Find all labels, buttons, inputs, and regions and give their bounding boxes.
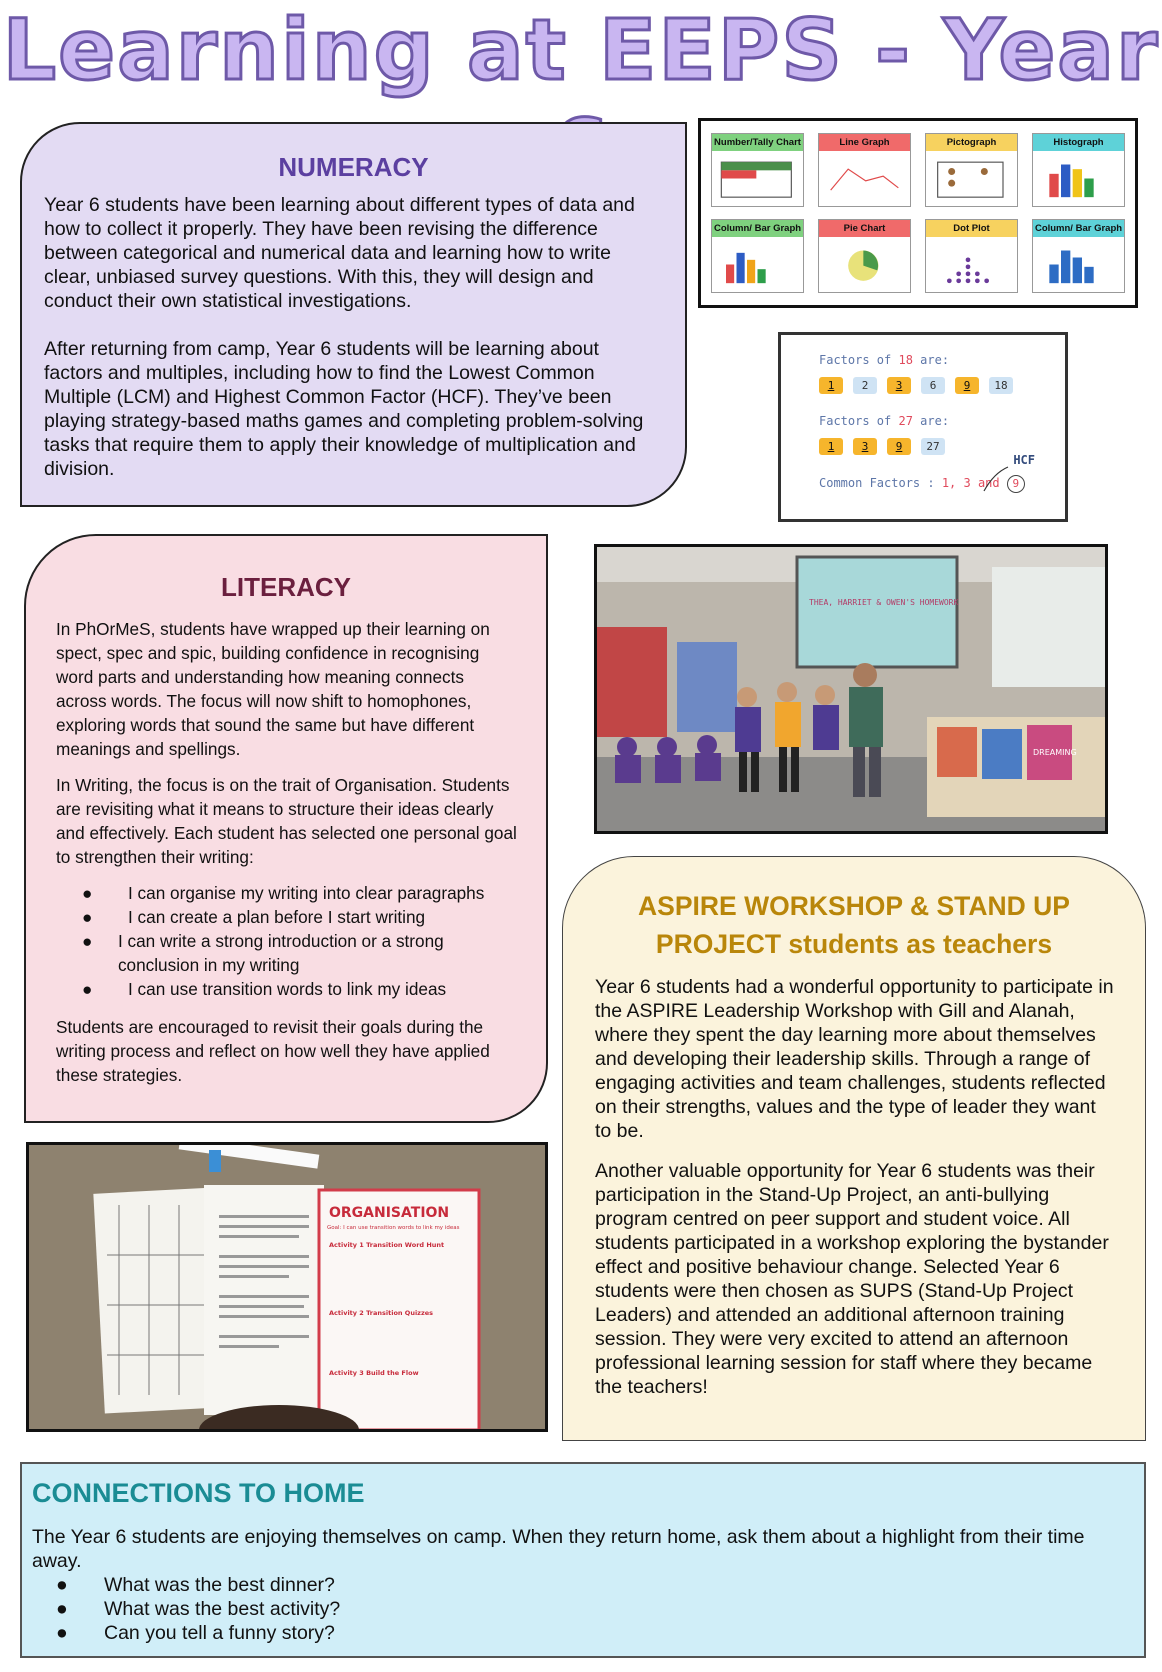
factor-chip: 1 — [819, 377, 843, 394]
svg-text:Activity 2 Transition Quizzes: Activity 2 Transition Quizzes — [329, 1309, 434, 1317]
writing-goals-list — [56, 881, 518, 1001]
factors-27-row — [819, 438, 1027, 455]
svg-text:Activity 3 Build the Flow: Activity 3 Build the Flow — [329, 1369, 419, 1377]
numeracy-heading: NUMERACY — [278, 152, 429, 182]
aspire-body — [563, 975, 1145, 1399]
factor-chip: 1 — [819, 438, 843, 455]
data-type-thumbnail — [819, 151, 910, 206]
aspire-heading: ASPIRE WORKSHOP & STAND UP PROJECT students as teachers — [638, 891, 1070, 959]
data-type-card — [711, 133, 804, 207]
factors-18-row — [819, 377, 1027, 394]
bullet-icon: ● — [56, 1598, 68, 1620]
factors-27-label: Factors of 27 are: — [819, 414, 950, 428]
bullet-icon: ● — [82, 979, 93, 999]
factor-chip: 18 — [989, 377, 1013, 394]
connections-section — [20, 1462, 1146, 1658]
bullet-icon: ● — [56, 1574, 68, 1596]
numeracy-body — [22, 193, 685, 481]
literacy-paragraph-1: In PhOrMeS, students have wrapped up their learning on spect, spec and spic, building confidence in recognising word parts and understanding how meaning connects across words. The focus will now shift to homophones, exploring words that sound the same but have different meanings and spellings. — [56, 619, 490, 759]
bullet-icon: ● — [82, 883, 93, 903]
data-type-thumbnail — [712, 151, 803, 206]
common-factors: Common Factors : 1, 3 and 9 — [819, 475, 1027, 493]
factor-chip: 6 — [921, 377, 945, 394]
list-item: ● What was the best dinner? — [32, 1573, 1126, 1597]
svg-text:ORGANISATION: ORGANISATION — [329, 1205, 450, 1221]
hcf-label: HCF — [1013, 453, 1035, 467]
list-item: ● I can write a strong introduction or a strong conclusion in my writing — [56, 929, 518, 977]
literacy-heading: LITERACY — [221, 572, 351, 602]
factor-chip: 3 — [853, 438, 877, 455]
data-type-thumbnail — [926, 151, 1017, 206]
list-item: ● What was the best activity? — [32, 1597, 1126, 1621]
bullet-icon: ● — [82, 931, 93, 951]
aspire-paragraph-1: Year 6 students had a wonderful opportunity to participate in the ASPIRE Leadership Workshop with Gill and Alanah, where they spent the day learning more about themselves and developing their leadership skills. Through a range of engaging activities and team challenges, students reflected on their strengths, values and the type of leader they want to be. — [595, 976, 1114, 1142]
data-type-label: Number/Tally Chart — [712, 134, 803, 151]
connections-body — [22, 1525, 1144, 1645]
data-types-image — [698, 118, 1138, 308]
factor-chip: 9 — [955, 377, 979, 394]
data-type-card — [818, 133, 911, 207]
organisation-worksheet-photo — [26, 1142, 548, 1432]
page-title: Learning at EEPS - Year — [2, 1, 1160, 99]
data-type-card — [818, 219, 911, 293]
data-types-grid — [711, 133, 1125, 293]
data-type-thumbnail — [1033, 151, 1124, 206]
aspire-paragraph-2: Another valuable opportunity for Year 6 students was their participation in the Stand-Up Project, an anti-bullying program centred on peer support and student voice. All students participated in a workshop exploring the bystander effect and positive behaviour change. Selected Year 6 students were then chosen as SUPS (Stand-Up Project Leaders) and attended an additional afternoon training session. They were very excited to attend an afternoon professional learning session for staff where they became the teachers! — [595, 1160, 1109, 1398]
data-type-card — [1032, 133, 1125, 207]
literacy-body — [26, 617, 546, 1087]
classroom-photo — [594, 544, 1108, 834]
factor-chip: 3 — [887, 377, 911, 394]
data-type-label: Histograph — [1033, 134, 1124, 151]
svg-text:THEA, HARRIET & OWEN'S HOMEWOR: THEA, HARRIET & OWEN'S HOMEWORK — [809, 598, 959, 607]
bullet-icon: ● — [82, 907, 93, 927]
literacy-section — [24, 534, 548, 1123]
list-item: ● I can organise my writing into clear paragraphs — [56, 881, 518, 905]
data-type-thumbnail — [926, 237, 1017, 292]
factor-chip: 2 — [853, 377, 877, 394]
aspire-section — [562, 856, 1146, 1441]
factor-chip: 27 — [921, 438, 945, 455]
data-type-label: Column/ Bar Graph — [712, 220, 803, 237]
data-type-label: Pictograph — [926, 134, 1017, 151]
list-item: ● I can create a plan before I start writing — [56, 905, 518, 929]
connections-heading: CONNECTIONS TO HOME — [32, 1478, 365, 1508]
svg-text:DREAMING: DREAMING — [1033, 748, 1077, 757]
data-type-label: Dot Plot — [926, 220, 1017, 237]
factors-image — [778, 332, 1068, 522]
literacy-paragraph-3: Students are encouraged to revisit their goals during the writing process and reflect on how well they have applied these strategies. — [56, 1017, 490, 1085]
svg-text:Goal: I can use transition wor: Goal: I can use transition words to link my ideas — [327, 1225, 460, 1231]
data-type-label: Column/ Bar Graph — [1033, 220, 1124, 237]
numeracy-section — [20, 122, 687, 507]
literacy-paragraph-2: In Writing, the focus is on the trait of Organisation. Students are revisiting what it means to structure their ideas clearly and effectively. Each student has selected one personal goal to strengthen their writing: — [56, 775, 517, 867]
numeracy-paragraph-1: Year 6 students have been learning about different types of data and how to collect it properly. They have been revising the difference between categorical and numerical data and learning how to write clear, unbiased survey questions. With this, they will design and conduct their own statistical investigations. — [44, 194, 635, 312]
svg-text:Activity 1 Transition Word Hun: Activity 1 Transition Word Hunt — [329, 1241, 445, 1249]
factors-18-label: Factors of 18 are: — [819, 353, 950, 367]
bullet-icon: ● — [56, 1622, 68, 1644]
data-type-card — [925, 219, 1018, 293]
data-type-thumbnail — [712, 237, 803, 292]
connections-paragraph: The Year 6 students are enjoying themselves on camp. When they return home, ask them about a highlight from their time away. — [32, 1526, 1085, 1572]
data-type-thumbnail — [819, 237, 910, 292]
classroom-scene-image — [597, 547, 1108, 834]
data-type-card — [1032, 219, 1125, 293]
data-type-label: Pie Chart — [819, 220, 910, 237]
worksheet-scene-image — [29, 1145, 548, 1432]
hcf-arrow-icon — [976, 465, 1016, 495]
list-item: ● I can use transition words to link my ideas — [56, 977, 518, 1001]
data-type-card — [925, 133, 1018, 207]
data-type-thumbnail — [1033, 237, 1124, 292]
numeracy-paragraph-2: After returning from camp, Year 6 students will be learning about factors and multiples, including how to find the Lowest Common Multiple (LCM) and Highest Common Factor (HCF). They’ve been playing strategy-based maths games and completing problem-solving tasks that require them to apply their knowledge of multiplication and division. — [44, 338, 644, 480]
data-type-label: Line Graph — [819, 134, 910, 151]
home-questions-list — [32, 1573, 1126, 1645]
list-item: ● Can you tell a funny story? — [32, 1621, 1126, 1645]
data-type-card — [711, 219, 804, 293]
factor-chip: 9 — [887, 438, 911, 455]
